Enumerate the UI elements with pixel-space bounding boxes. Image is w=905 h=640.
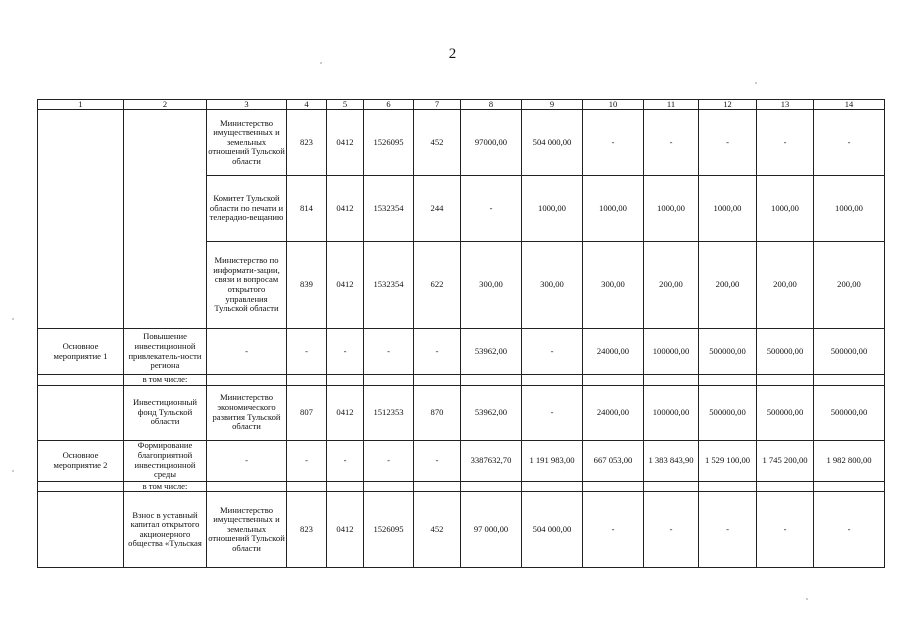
table-cell	[287, 481, 327, 492]
amount-cell: -	[757, 110, 814, 176]
amount-cell: 1000,00	[699, 176, 757, 242]
table-cell: 244	[414, 176, 461, 242]
table-cell	[414, 375, 461, 386]
amount-cell: 500000,00	[699, 385, 757, 440]
table-cell: 1532354	[364, 242, 414, 329]
table-cell	[38, 385, 124, 440]
amount-cell: -	[699, 110, 757, 176]
table-cell: 452	[414, 492, 461, 568]
table-cell	[38, 481, 124, 492]
column-header: 2	[124, 100, 207, 110]
column-number-row	[38, 100, 885, 110]
table-cell	[699, 375, 757, 386]
table-cell	[414, 481, 461, 492]
executor-cell: Министерство имущественных и земельных отношений Тульской области	[207, 492, 287, 568]
table-cell: -	[414, 440, 461, 481]
budget-table	[37, 99, 885, 568]
amount-cell: 1000,00	[583, 176, 644, 242]
amount-cell: -	[644, 110, 699, 176]
amount-cell: -	[814, 492, 885, 568]
table-cell	[364, 375, 414, 386]
activity-title-cell: Повышение инвестиционной привлекатель-ности региона	[124, 329, 207, 375]
table-row	[38, 492, 885, 568]
amount-cell: 200,00	[814, 242, 885, 329]
table-cell	[207, 481, 287, 492]
column-header: 5	[327, 100, 364, 110]
amount-cell: 100000,00	[644, 385, 699, 440]
table-cell: 0412	[327, 176, 364, 242]
table-cell: -	[327, 440, 364, 481]
table-cell	[522, 481, 583, 492]
amount-cell: 500000,00	[814, 329, 885, 375]
table-row	[38, 375, 885, 386]
table-row	[38, 440, 885, 481]
table-row	[38, 481, 885, 492]
activity-cell: Основное мероприятие 1	[38, 329, 124, 375]
amount-cell: 53962,00	[461, 329, 522, 375]
amount-cell: 1000,00	[644, 176, 699, 242]
amount-cell: -	[699, 492, 757, 568]
table-cell: 1526095	[364, 110, 414, 176]
including-label: в том числе:	[124, 375, 207, 386]
scan-speck	[755, 82, 757, 84]
page-number: 2	[448, 46, 457, 62]
activity-title-cell: Взнос в уставный капитал открытого акционерного общества «Тульская	[124, 492, 207, 568]
table-cell	[327, 481, 364, 492]
scan-speck	[320, 62, 322, 64]
table-cell	[757, 481, 814, 492]
scan-speck	[12, 318, 14, 320]
amount-cell: -	[644, 492, 699, 568]
amount-cell: 300,00	[461, 242, 522, 329]
table-row	[38, 110, 885, 176]
amount-cell: 1000,00	[757, 176, 814, 242]
amount-cell: 97 000,00	[461, 492, 522, 568]
table-cell: 0412	[327, 492, 364, 568]
column-header: 12	[699, 100, 757, 110]
activity-title-cell: Формирование благоприятной инвестиционной среды	[124, 440, 207, 481]
table-cell	[38, 492, 124, 568]
table-cell: 839	[287, 242, 327, 329]
table-cell: 1526095	[364, 492, 414, 568]
table-cell	[327, 375, 364, 386]
table-cell: 823	[287, 492, 327, 568]
table-cell	[461, 481, 522, 492]
amount-cell: 100000,00	[644, 329, 699, 375]
column-header: 9	[522, 100, 583, 110]
table-cell	[583, 375, 644, 386]
amount-cell: 500000,00	[757, 329, 814, 375]
amount-cell: 300,00	[583, 242, 644, 329]
table-cell	[757, 375, 814, 386]
table-cell	[644, 375, 699, 386]
column-header: 14	[814, 100, 885, 110]
amount-cell: 97000,00	[461, 110, 522, 176]
amount-cell: 1 982 800,00	[814, 440, 885, 481]
amount-cell: 500000,00	[814, 385, 885, 440]
amount-cell: -	[814, 110, 885, 176]
amount-cell: 504 000,00	[522, 110, 583, 176]
including-label: в том числе:	[124, 481, 207, 492]
amount-cell: 200,00	[644, 242, 699, 329]
table-cell	[38, 110, 124, 329]
executor-cell: Министерство по информати-зации, связи и вопросам открытого управления Тульской области	[207, 242, 287, 329]
amount-cell: 500000,00	[699, 329, 757, 375]
table-cell	[644, 481, 699, 492]
amount-cell: 1000,00	[522, 176, 583, 242]
table-cell	[124, 110, 207, 329]
amount-cell: -	[522, 329, 583, 375]
table-cell: 0412	[327, 110, 364, 176]
executor-cell: Министерство имущественных и земельных отношений Тульской области	[207, 110, 287, 176]
table-cell: -	[207, 440, 287, 481]
amount-cell: 1 191 983,00	[522, 440, 583, 481]
table-cell	[461, 375, 522, 386]
table-cell	[583, 481, 644, 492]
table-cell: 814	[287, 176, 327, 242]
amount-cell: -	[583, 492, 644, 568]
table-cell	[522, 375, 583, 386]
table-cell: 622	[414, 242, 461, 329]
amount-cell: 1 383 843,90	[644, 440, 699, 481]
amount-cell: 200,00	[699, 242, 757, 329]
table-cell	[287, 375, 327, 386]
table-cell	[699, 481, 757, 492]
column-header: 3	[207, 100, 287, 110]
table-cell: 870	[414, 385, 461, 440]
activity-title-cell: Инвестиционный фонд Тульской области	[124, 385, 207, 440]
amount-cell: 504 000,00	[522, 492, 583, 568]
table-cell: 1512353	[364, 385, 414, 440]
column-header: 13	[757, 100, 814, 110]
amount-cell: 24000,00	[583, 385, 644, 440]
table-cell	[207, 375, 287, 386]
amount-cell: -	[583, 110, 644, 176]
amount-cell: -	[757, 492, 814, 568]
column-header: 1	[38, 100, 124, 110]
table-cell	[38, 375, 124, 386]
table-cell	[814, 481, 885, 492]
column-header: 11	[644, 100, 699, 110]
amount-cell: 1 529 100,00	[699, 440, 757, 481]
column-header: 7	[414, 100, 461, 110]
table-cell: 823	[287, 110, 327, 176]
column-header: 10	[583, 100, 644, 110]
amount-cell: 1000,00	[814, 176, 885, 242]
table-cell: 0412	[327, 242, 364, 329]
table-cell: 452	[414, 110, 461, 176]
table-cell: -	[207, 329, 287, 375]
scan-speck	[806, 598, 808, 600]
table-cell: -	[287, 329, 327, 375]
amount-cell: 500000,00	[757, 385, 814, 440]
amount-cell: 200,00	[757, 242, 814, 329]
table-cell: 807	[287, 385, 327, 440]
table-cell: -	[287, 440, 327, 481]
table-row	[38, 385, 885, 440]
table-cell: 0412	[327, 385, 364, 440]
activity-cell: Основное мероприятие 2	[38, 440, 124, 481]
table-cell: -	[414, 329, 461, 375]
table-row	[38, 329, 885, 375]
table-cell	[814, 375, 885, 386]
amount-cell: 300,00	[522, 242, 583, 329]
table-cell: -	[364, 329, 414, 375]
scan-speck	[12, 470, 14, 472]
table-cell	[364, 481, 414, 492]
table-cell: -	[327, 329, 364, 375]
amount-cell: -	[522, 385, 583, 440]
amount-cell: 24000,00	[583, 329, 644, 375]
column-header: 6	[364, 100, 414, 110]
amount-cell: -	[461, 176, 522, 242]
amount-cell: 1 745 200,00	[757, 440, 814, 481]
table-cell: -	[364, 440, 414, 481]
executor-cell: Министерство экономического развития Тульской области	[207, 385, 287, 440]
executor-cell: Комитет Тульской области по печати и телерадио-вещанию	[207, 176, 287, 242]
column-header: 4	[287, 100, 327, 110]
amount-cell: 53962,00	[461, 385, 522, 440]
column-header: 8	[461, 100, 522, 110]
table-cell: 1532354	[364, 176, 414, 242]
amount-cell: 3387632,70	[461, 440, 522, 481]
amount-cell: 667 053,00	[583, 440, 644, 481]
